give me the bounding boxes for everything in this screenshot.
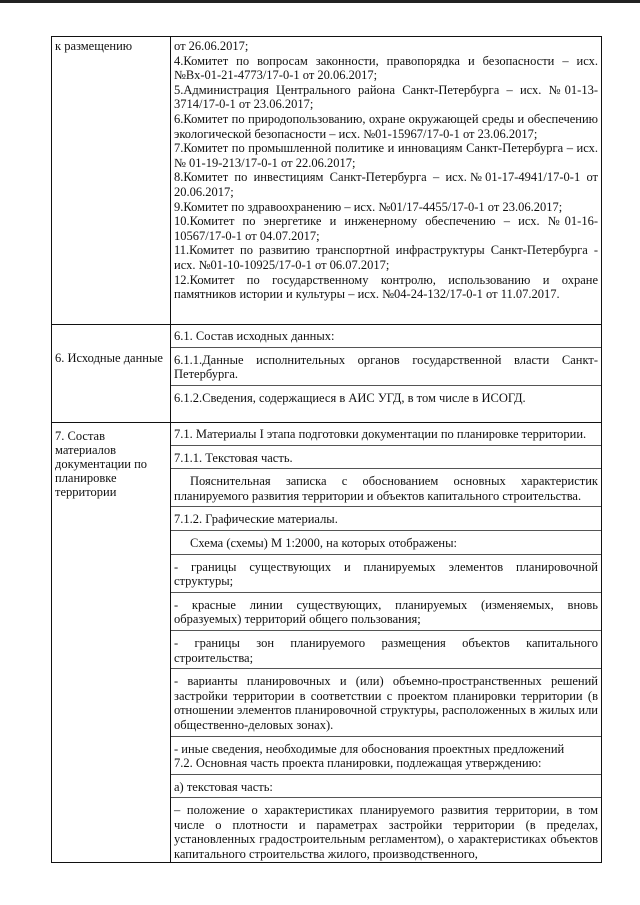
paragraph: - границы существующих и планируемых элементов планировочной структуры; <box>174 559 598 589</box>
paragraph: а) текстовая часть: <box>174 779 273 794</box>
row-label-cell <box>52 423 171 863</box>
divider <box>171 506 601 507</box>
table-row <box>52 325 602 423</box>
requirements-table <box>51 36 602 863</box>
row-label: к размещению <box>55 39 133 53</box>
row-content-cell <box>171 423 602 863</box>
paragraph: 5.Администрация Центрального района Санкт-Петербурга – исх. №01-13-3714/17-0-1 от 23.06.2017; <box>174 82 598 112</box>
paragraph: 6.1.1.Данные исполнительных органов государственной власти Санкт-Петербурга. <box>174 352 598 382</box>
paragraph: 12.Комитет по государственному контролю, использованию и охране памятников истории и культуры – исх. №04-24-132/17-0-1 от 11.07.2017. <box>174 272 598 302</box>
divider <box>171 630 601 631</box>
row-content-cell <box>171 37 602 325</box>
divider <box>171 347 601 348</box>
paragraph: Схема (схемы) М 1:2000, на которых отображены: <box>190 535 457 550</box>
row-label-cell <box>52 37 171 325</box>
paragraph: - варианты планировочных и (или) объемно-пространственных решений застройки территории в соответствии с проектом планировки территории (в отношении элементов планировочной структуры, расположенных в жилых или общественно-деловых зонах). <box>174 674 598 732</box>
paragraph: 8.Комитет по инвестициям Санкт-Петербурга – исх.№01-17-4941/17-0-1 от 20.06.2017; <box>174 170 598 199</box>
paragraph: 7.1.1. Текстовая часть. <box>174 450 293 465</box>
row-label: 6. Исходные данные <box>55 351 163 365</box>
paragraph: - иные сведения, необходимые для обоснования проектных предложений <box>174 741 565 756</box>
divider <box>171 530 601 531</box>
divider <box>171 592 601 593</box>
paragraph: Пояснительная записка с обоснованием основных характеристик планируемого развития территории и объектов капитального строительства. <box>174 474 598 503</box>
paragraph: 6.1.2.Сведения, содержащиеся в АИС УГД, в том числе в ИСОГД. <box>174 390 526 405</box>
divider <box>171 445 601 446</box>
paragraph: – положение о характеристиках планируемого развития территории, в том числе о плотности и параметрах застройки территории (в пределах, установленных градостроительным регламентом), о характеристиках объектов капитального строительства жилого, производственного, <box>174 803 598 862</box>
paragraph: - границы зон планируемого размещения объектов капитального строительства; <box>174 635 598 665</box>
table-row <box>52 37 602 325</box>
divider <box>171 774 601 775</box>
divider <box>171 385 601 386</box>
paragraph: 11.Комитет по развитию транспортной инфраструктуры Санкт-Петербурга - исх. №01-10-10925/17-0-1 от 06.07.2017; <box>174 243 598 272</box>
paragraph: 7.1.2. Графические материалы. <box>174 512 338 527</box>
top-rule <box>0 0 640 3</box>
paragraph: - красные линии существующих, планируемых (изменяемых, вновь образуемых) территорий общего пользования; <box>174 597 598 627</box>
row-content-cell <box>171 325 602 423</box>
divider <box>171 736 601 737</box>
paragraph: 7.Комитет по промышленной политике и инновациям Санкт-Петербурга – исх.№ 01-19-213/17-0-1 от 22.06.2017; <box>174 141 598 170</box>
paragraph: 7.1. Материалы I этапа подготовки документации по планировке территории. <box>174 427 587 441</box>
row-label: 7. Состав материалов документации по планировке территории <box>55 429 148 499</box>
table-row <box>52 423 602 863</box>
paragraph: 9.Комитет по здравоохранению – исх. №01/17-4455/17-0-1 от 23.06.2017; <box>174 199 563 214</box>
paragraph: 7.2. Основная часть проекта планировки, подлежащая утверждению: <box>174 756 542 771</box>
row-label-cell <box>52 325 171 423</box>
divider <box>171 554 601 555</box>
paragraph: 6.Комитет по природопользованию, охране окружающей среды и обеспечению экологической безопасности – исх. №01-15967/17-0-1 от 23.06.2017; <box>174 111 598 141</box>
divider <box>171 468 601 469</box>
paragraph: от 26.06.2017; <box>174 39 249 53</box>
paragraph: 6.1. Состав исходных данных: <box>174 329 335 343</box>
paragraph: 4.Комитет по вопросам законности, правопорядка и безопасности – исх. №Вх-01-21-4773/17-0-1 от 20.06.2017; <box>174 53 598 83</box>
paragraph: 10.Комитет по энергетике и инженерному обеспечению – исх. №01-16-10567/17-0-1 от 04.07.2017; <box>174 214 598 243</box>
divider <box>171 797 601 798</box>
divider <box>171 668 601 669</box>
